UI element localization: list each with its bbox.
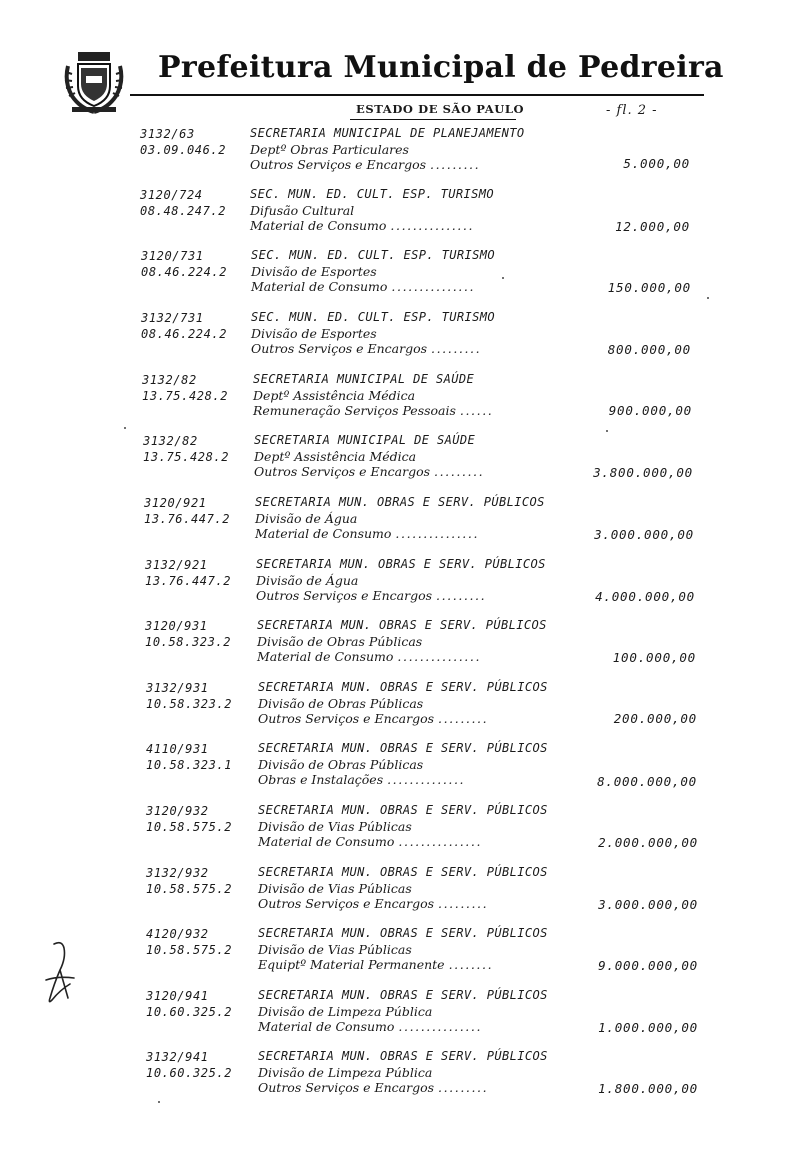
- secretariat-name: SEC. MUN. ED. CULT. ESP. TURISMO: [250, 187, 494, 201]
- expense-type: Outros Serviços e Encargos: [256, 588, 433, 603]
- expense-type: Material de Consumo: [251, 279, 388, 294]
- expense-type: Outros Serviços e Encargos: [258, 711, 435, 726]
- page-folio: - fl. 2 -: [606, 103, 658, 118]
- leader-dots: .........: [436, 588, 487, 603]
- division-name: Divisão de Esportes: [251, 325, 377, 341]
- secretariat-name: SECRETARIA MUN. OBRAS E SERV. PÚBLICOS: [258, 988, 548, 1002]
- budget-entry: [0, 495, 800, 551]
- leader-dots: .........: [438, 711, 489, 726]
- budget-entry: [0, 433, 800, 489]
- expense-type: Remuneração Serviços Pessoais: [253, 403, 456, 418]
- leader-dots: .........: [434, 464, 485, 479]
- state-name: ESTADO DE SÃO PAULO: [356, 102, 525, 116]
- program-code: 08.46.224.2: [141, 265, 228, 279]
- entry-amount: 200.000,00: [613, 711, 697, 726]
- element-code: 3120/941: [146, 989, 209, 1003]
- element-code: 4120/932: [146, 927, 209, 941]
- program-code: 10.58.575.2: [146, 820, 233, 834]
- secretariat-name: SECRETARIA MUNICIPAL DE PLANEJAMENTO: [250, 126, 525, 140]
- leader-dots: .........: [438, 1080, 489, 1095]
- entry-amount: 3.000.000,00: [594, 527, 694, 542]
- expense-type: Obras e Instalações: [258, 772, 384, 787]
- element-code: 3132/931: [146, 681, 209, 695]
- division-name: Deptº Obras Particulares: [250, 141, 409, 157]
- budget-entry: [0, 865, 800, 921]
- entry-codes: [146, 741, 246, 773]
- scan-speck: [158, 1101, 160, 1103]
- expense-type: Outros Serviços e Encargos: [258, 896, 435, 911]
- page-title: Prefeitura Municipal de Pedreira: [158, 50, 724, 85]
- secretariat-name: SECRETARIA MUNICIPAL DE SAÚDE: [254, 433, 476, 447]
- entry-codes: [146, 803, 246, 835]
- division-name: Divisão de Obras Públicas: [258, 695, 424, 711]
- division-name: Divisão de Limpeza Pública: [258, 1003, 433, 1019]
- entry-amount: 1.000.000,00: [598, 1020, 698, 1035]
- program-code: 10.58.323.1: [146, 758, 233, 772]
- element-code: 3120/932: [146, 804, 209, 818]
- division-name: Divisão de Água: [255, 510, 358, 526]
- secretariat-name: SECRETARIA MUN. OBRAS E SERV. PÚBLICOS: [258, 1049, 548, 1063]
- budget-entry: [0, 310, 800, 366]
- program-code: 08.46.224.2: [141, 327, 228, 341]
- program-code: 10.60.325.2: [146, 1066, 233, 1080]
- entry-amount: 100.000,00: [612, 650, 696, 665]
- budget-entry: [0, 248, 800, 304]
- entry-codes: [143, 433, 243, 465]
- program-code: 03.09.046.2: [140, 143, 227, 157]
- division-name: Divisão de Esportes: [251, 263, 377, 279]
- division-name: Difusão Cultural: [250, 202, 355, 218]
- entry-amount: 3.000.000,00: [598, 897, 698, 912]
- budget-entry: [0, 741, 800, 797]
- expense-type: Equiptº Material Permanente: [258, 957, 445, 972]
- expense-type: Material de Consumo: [250, 218, 387, 233]
- entry-amount: 800.000,00: [607, 342, 691, 357]
- element-code: 3132/63: [140, 127, 195, 141]
- secretariat-name: SECRETARIA MUN. OBRAS E SERV. PÚBLICOS: [258, 680, 548, 694]
- entry-codes: [141, 310, 241, 342]
- division-name: Divisão de Obras Públicas: [257, 633, 423, 649]
- budget-entry: [0, 1049, 800, 1105]
- entry-codes: [146, 1049, 246, 1081]
- division-name: Divisão de Obras Públicas: [258, 756, 424, 772]
- entry-codes: [145, 557, 245, 589]
- entry-codes: [146, 926, 246, 958]
- element-code: 3132/731: [141, 311, 204, 325]
- division-name: Deptº Assistência Médica: [254, 448, 417, 464]
- entry-codes: [146, 988, 246, 1020]
- entry-codes: [146, 865, 246, 897]
- entry-amount: 12.000,00: [615, 219, 690, 234]
- expense-type: Outros Serviços e Encargos: [254, 464, 431, 479]
- secretariat-name: SECRETARIA MUN. OBRAS E SERV. PÚBLICOS: [255, 495, 545, 509]
- secretariat-name: SECRETARIA MUN. OBRAS E SERV. PÚBLICOS: [256, 557, 546, 571]
- leader-dots: ...............: [398, 1019, 483, 1034]
- program-code: 08.48.247.2: [140, 204, 227, 218]
- program-code: 10.58.575.2: [146, 943, 233, 957]
- leader-dots: .........: [438, 896, 489, 911]
- leader-dots: ........: [448, 957, 494, 972]
- entry-codes: [140, 126, 240, 158]
- leader-dots: ...............: [391, 279, 476, 294]
- element-code: 3132/82: [143, 434, 198, 448]
- secretariat-name: SECRETARIA MUN. OBRAS E SERV. PÚBLICOS: [258, 926, 548, 940]
- secretariat-name: SECRETARIA MUN. OBRAS E SERV. PÚBLICOS: [258, 865, 548, 879]
- element-code: 3120/724: [140, 188, 203, 202]
- element-code: 3120/921: [144, 496, 207, 510]
- secretariat-name: SECRETARIA MUN. OBRAS E SERV. PÚBLICOS: [258, 741, 548, 755]
- leader-dots: ...............: [397, 649, 482, 664]
- budget-entry: [0, 618, 800, 674]
- budget-entry: [0, 126, 800, 182]
- expense-type: Outros Serviços e Encargos: [250, 157, 427, 172]
- entry-amount: 2.000.000,00: [598, 835, 698, 850]
- entry-amount: 8.000.000,00: [597, 774, 697, 789]
- division-name: Divisão de Água: [256, 572, 359, 588]
- budget-entry: [0, 187, 800, 243]
- program-code: 10.58.323.2: [146, 697, 233, 711]
- division-name: Divisão de Vias Públicas: [258, 941, 412, 957]
- entry-amount: 5.000,00: [623, 156, 690, 171]
- entry-amount: 9.000.000,00: [598, 958, 698, 973]
- budget-entry: [0, 372, 800, 428]
- scan-speck: [707, 297, 709, 299]
- scan-speck: [606, 430, 608, 432]
- expense-type: Outros Serviços e Encargos: [258, 1080, 435, 1095]
- expense-type: Material de Consumo: [258, 834, 395, 849]
- scan-speck: [124, 427, 126, 429]
- entry-codes: [140, 187, 240, 219]
- budget-entry: [0, 557, 800, 613]
- entry-amount: 900.000,00: [608, 403, 692, 418]
- entry-amount: 4.000.000,00: [595, 589, 695, 604]
- expense-type: Outros Serviços e Encargos: [251, 341, 428, 356]
- program-code: 13.76.447.2: [145, 574, 232, 588]
- element-code: 3132/932: [146, 866, 209, 880]
- budget-entry: [0, 680, 800, 736]
- entry-amount: 3.800.000,00: [593, 465, 693, 480]
- leader-dots: ...............: [395, 526, 480, 541]
- secretariat-name: SEC. MUN. ED. CULT. ESP. TURISMO: [251, 248, 495, 262]
- expense-type: Material de Consumo: [258, 1019, 395, 1034]
- entry-codes: [144, 495, 244, 527]
- entry-codes: [142, 372, 242, 404]
- entry-amount: 1.800.000,00: [598, 1081, 698, 1096]
- secretariat-name: SECRETARIA MUN. OBRAS E SERV. PÚBLICOS: [258, 803, 548, 817]
- element-code: 3120/931: [145, 619, 208, 633]
- program-code: 10.58.575.2: [146, 882, 233, 896]
- element-code: 4110/931: [146, 742, 209, 756]
- secretariat-name: SECRETARIA MUN. OBRAS E SERV. PÚBLICOS: [257, 618, 547, 632]
- leader-dots: ..............: [387, 772, 466, 787]
- program-code: 13.76.447.2: [144, 512, 231, 526]
- program-code: 10.58.323.2: [145, 635, 232, 649]
- element-code: 3120/731: [141, 249, 204, 263]
- division-name: Deptº Assistência Médica: [253, 387, 416, 403]
- program-code: 10.60.325.2: [146, 1005, 233, 1019]
- scan-speck: [502, 277, 504, 279]
- budget-entry: [0, 926, 800, 982]
- leader-dots: ...............: [398, 834, 483, 849]
- entry-codes: [145, 618, 245, 650]
- division-name: Divisão de Vias Públicas: [258, 818, 412, 834]
- budget-entry: [0, 988, 800, 1044]
- expense-type: Material de Consumo: [255, 526, 392, 541]
- element-code: 3132/941: [146, 1050, 209, 1064]
- entry-codes: [141, 248, 241, 280]
- leader-dots: .........: [431, 341, 482, 356]
- leader-dots: ......: [459, 403, 494, 418]
- division-name: Divisão de Limpeza Pública: [258, 1064, 433, 1080]
- program-code: 13.75.428.2: [143, 450, 230, 464]
- secretariat-name: SECRETARIA MUNICIPAL DE SAÚDE: [253, 372, 475, 386]
- division-name: Divisão de Vias Públicas: [258, 880, 412, 896]
- secretariat-name: SEC. MUN. ED. CULT. ESP. TURISMO: [251, 310, 495, 324]
- element-code: 3132/82: [142, 373, 197, 387]
- entry-codes: [146, 680, 246, 712]
- element-code: 3132/921: [145, 558, 208, 572]
- leader-dots: .........: [430, 157, 481, 172]
- program-code: 13.75.428.2: [142, 389, 229, 403]
- budget-entry: [0, 803, 800, 859]
- expense-type: Material de Consumo: [257, 649, 394, 664]
- handwritten-initial-icon: [40, 940, 80, 1010]
- entry-amount: 150.000,00: [607, 280, 691, 295]
- leader-dots: ...............: [390, 218, 475, 233]
